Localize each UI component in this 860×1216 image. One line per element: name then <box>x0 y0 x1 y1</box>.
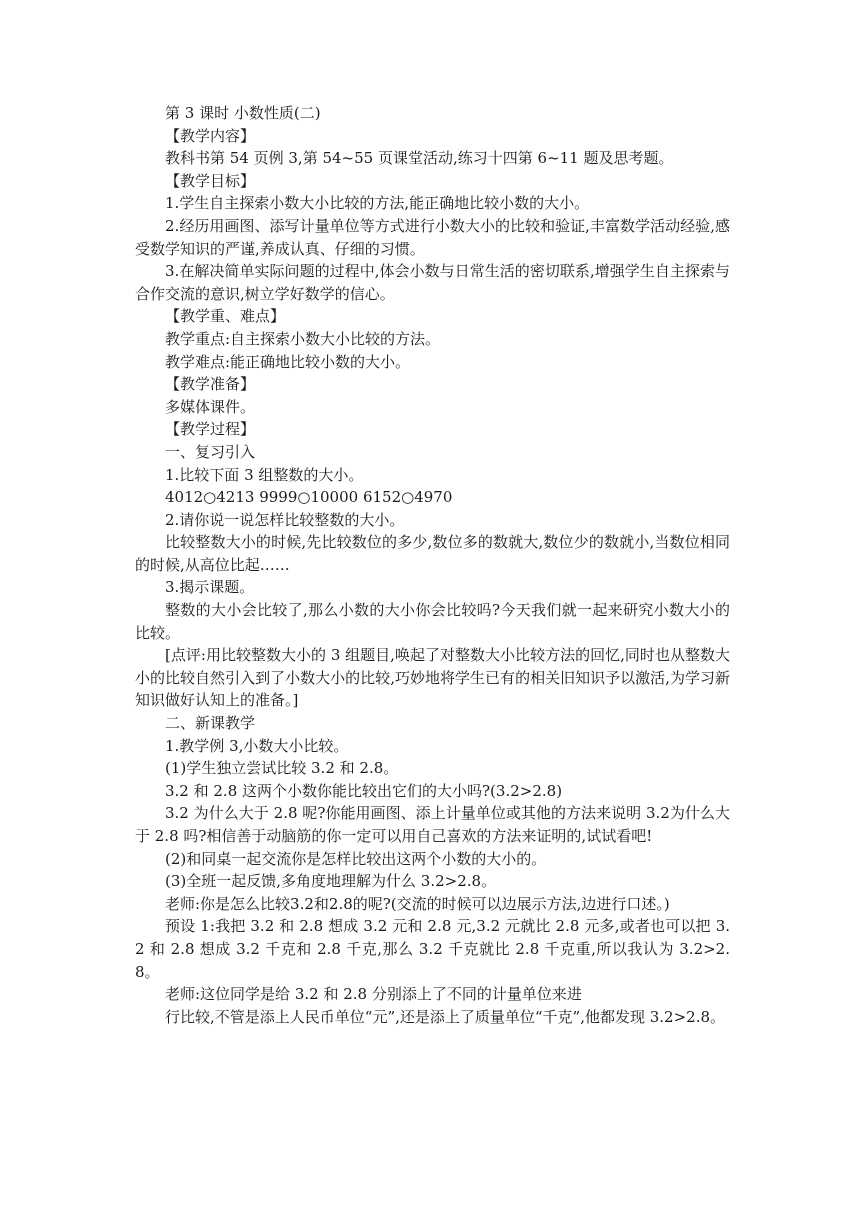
goal-item-1: 1.学生自主探索小数大小比较的方法,能正确地比较小数的大小。 <box>165 194 590 213</box>
goal-item-3: 3.在解决简单实际问题的过程中,体会小数与日常生活的密切联系,增强学生自主探索与合作交流的意识,树立学好数学的信心。 <box>135 262 730 303</box>
preparation-text: 多媒体课件。 <box>165 397 256 416</box>
lesson-title: 第 3 课时 小数性质(二) <box>165 104 321 122</box>
review-item-3: 3.揭示课题。 <box>165 578 255 597</box>
heading-teaching-content: 【教学内容】 <box>165 126 256 145</box>
step-2-text: (2)和同桌一起交流你是怎样比较出这两个小数的大小的。 <box>165 849 547 868</box>
section-new-lesson-heading: 二、新课教学 <box>165 714 256 733</box>
step-1-text: (1)学生独立尝试比较 3.2 和 2.8。 <box>165 759 399 778</box>
heading-preparation: 【教学准备】 <box>165 375 256 394</box>
review-item-2-answer: 比较整数大小的时候,先比较数位的多少,数位多的数就大,数位少的数就小,当数位相同的时候,从高位比起…… <box>135 533 730 574</box>
teacher-comment-cont: 行比较,不管是添上人民币单位“元”,还是添上了质量单位“千克”,他都发现 3.2>2.8。 <box>165 1007 726 1026</box>
heading-teaching-process: 【教学过程】 <box>165 420 256 439</box>
difficulty-text: 教学难点:能正确地比较小数的大小。 <box>165 352 411 371</box>
review-item-3-text: 整数的大小会比较了,那么小数的大小你会比较吗?今天我们就一起来研究小数大小的比较。 <box>135 601 730 642</box>
teacher-question: 老师:你是怎么比较3.2和2.8的呢?(交流的时候可以边展示方法,边进行口述。) <box>165 894 670 913</box>
step-3-text: (3)全班一起反馈,多角度地理解为什么 3.2>2.8。 <box>165 872 497 891</box>
comment-note: [点评:用比较整数大小的 3 组题目,唤起了对整数大小比较方法的回忆,同时也从整数大小的比较自然引入到了小数大小的比较,巧妙地将学生已有的相关旧知识予以激活,为学习新知识做好认知上的准备。] <box>135 646 730 710</box>
teacher-comment: 老师:这位同学是给 3.2 和 2.8 分别添上了不同的计量单位来进 <box>165 985 582 1004</box>
integer-comparison-exercises: 4012○4213 9999○10000 6152○4970 <box>165 488 453 507</box>
document-body <box>135 102 730 1028</box>
heading-teaching-goals: 【教学目标】 <box>165 171 256 190</box>
question-text: 3.2 和 2.8 这两个小数你能比较出它们的大小吗?(3.2>2.8) <box>165 781 563 800</box>
heading-key-points: 【教学重、难点】 <box>165 307 286 326</box>
key-point-text: 教学重点:自主探索小数大小比较的方法。 <box>165 329 441 348</box>
why-text: 3.2 为什么大于 2.8 呢?你能用画图、添上计量单位或其他的方法来说明 3.2为什么大于 2.8 吗?相信善于动脑筋的你一定可以用自己喜欢的方法来证明的,试试看吧! <box>135 804 730 845</box>
new-lesson-item-1: 1.教学例 3,小数大小比较。 <box>165 736 349 755</box>
teaching-content-text: 教科书第 54 页例 3,第 54~55 页课堂活动,练习十四第 6~11 题及思考题。 <box>165 149 674 168</box>
goal-item-2: 2.经历用画图、添写计量单位等方式进行小数大小的比较和验证,丰富数学活动经验,感受数学知识的严谨,养成认真、仔细的习惯。 <box>135 216 730 258</box>
section-review-heading: 一、复习引入 <box>165 442 256 461</box>
preset-answer-1: 预设 1:我把 3.2 和 2.8 想成 3.2 元和 2.8 元,3.2 元就比 2.8 元多,或者也可以把 3.2 和 2.8 想成 3.2 千克和 2.8 千克,那么 3.2 千克就比 2.8 千克重,所以我认为 3.2>2.8。 <box>135 917 730 981</box>
review-item-1: 1.比较下面 3 组整数的大小。 <box>165 465 364 484</box>
review-item-2: 2.请你说一说怎样比较整数的大小。 <box>165 510 405 529</box>
